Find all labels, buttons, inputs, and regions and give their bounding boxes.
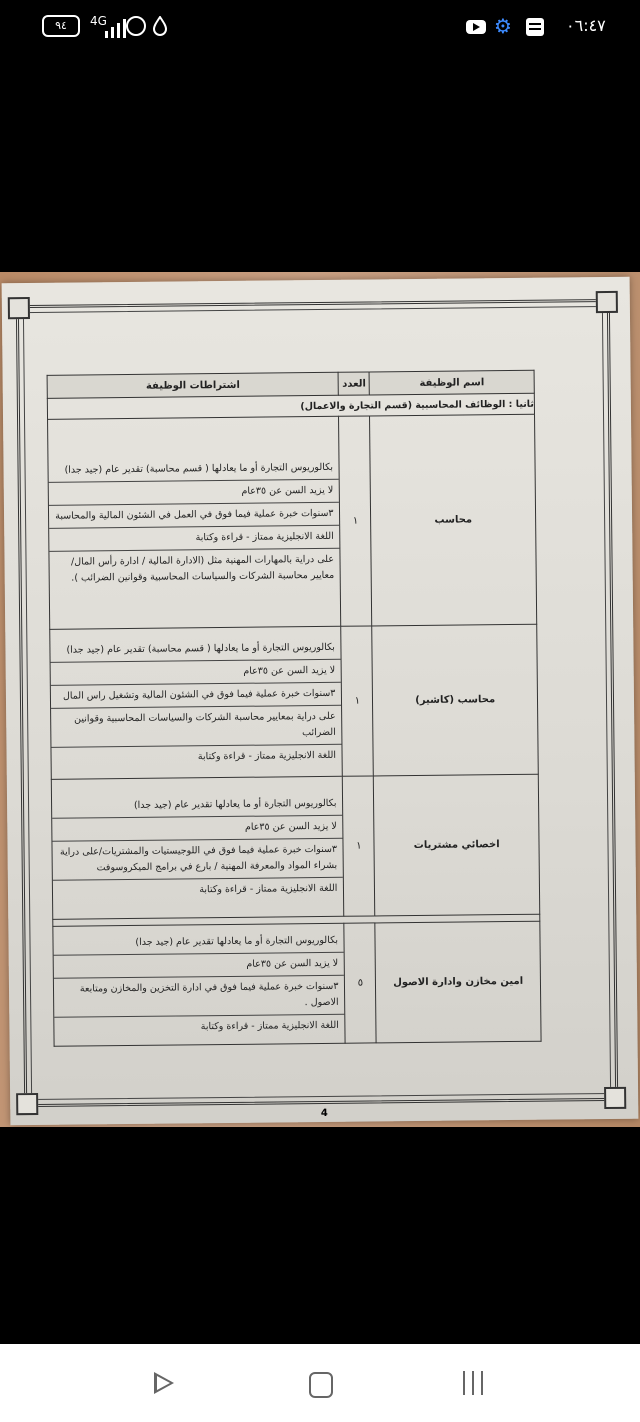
requirements-cell: [50, 626, 343, 779]
battery-level: ٩٤: [55, 19, 67, 32]
requirement-item: بكالوريوس التجارة أو ما يعادلها تقدير عام (جيد جدا): [53, 930, 344, 956]
table-row: [50, 624, 539, 779]
navigation-bar: [0, 1344, 640, 1422]
job-requirements-table: [47, 370, 542, 1047]
table-row: [51, 774, 539, 919]
settings-icon: ⚙: [494, 14, 512, 38]
document-page: [2, 277, 639, 1126]
document-photo: [0, 272, 640, 1127]
header-requirements: اشتراطات الوظيفة: [47, 372, 339, 398]
alarm-icon: [126, 16, 146, 36]
requirement-item: ٣سنوات خبرة عملية فيما فوق في اللوجيستيات والمشتريات/على دراية بشراء المواد والمعرفة المهنية / بارع في برامج الميكروسوفت: [52, 839, 343, 881]
requirements-cell: [48, 416, 342, 629]
requirement-item: بكالوريوس التجارة أو ما يعادلها ( قسم محاسبة) تقدير عام (جيد جدا): [50, 636, 341, 662]
signal-icon: [104, 18, 126, 38]
job-name: محاسب: [370, 414, 537, 626]
requirement-item: اللغة الانجليزية ممتاز - قراءة وكتابة: [197, 749, 337, 762]
requirement-item: على دراية بالمهارات المهنية مثل (الادارة المالية / ادارة رأس المال/ معايير محاسبة الشركات والسياسات المحاسبية وقوانين الضرائب ).: [70, 553, 335, 584]
drop-icon: [152, 16, 168, 36]
recent-apps-icon[interactable]: [463, 1371, 483, 1395]
home-icon[interactable]: [309, 1372, 333, 1398]
job-count: ١: [341, 626, 373, 776]
youtube-icon: [466, 20, 486, 34]
requirement-item: اللغة الانجليزية ممتاز - قراءة وكتابة: [49, 525, 340, 551]
job-name: محاسب (كاشير): [372, 624, 538, 776]
battery-icon: [42, 15, 80, 37]
status-bar: [0, 0, 640, 56]
job-count: ١: [339, 416, 372, 626]
requirements-document: [47, 370, 542, 1047]
requirement-item: على دراية بمعايير محاسبة الشركات والسياسات المحاسبية وقوانين الضرائب: [51, 705, 342, 747]
table-row: [48, 414, 537, 629]
requirement-item: ٣سنوات خبرة عملية فيما فوق في ادارة التخزين والمخازن ومتابعة الاصول .: [54, 976, 345, 1018]
requirement-item: اللغة الانجليزية ممتاز - قراءة وكتابة: [199, 882, 338, 896]
message-icon: [526, 18, 544, 36]
job-count: ٥: [344, 923, 376, 1043]
page-number: 4: [320, 1107, 328, 1120]
requirement-item: اللغة الانجليزية ممتاز - قراءة وكتابة: [200, 1019, 339, 1033]
requirements-cell: [53, 923, 346, 1046]
header-job-name: اسم الوظيفة: [369, 370, 534, 395]
requirement-item: بكالوريوس التجارة أو ما يعادلها تقدير عام (جيد جدا): [52, 793, 343, 819]
job-name: امين مخازن وادارة الاصول: [375, 921, 541, 1043]
requirements-cell: [51, 776, 344, 919]
header-count: العدد: [339, 372, 370, 395]
requirement-item: لا يزيد السن عن ٣٥عام: [49, 479, 340, 505]
clock: ٠٦:٤٧: [566, 16, 606, 35]
table-row: [53, 921, 541, 1046]
requirement-item: لا يزيد السن عن ٣٥عام: [52, 816, 343, 842]
border-corner: [8, 297, 30, 319]
requirement-item: ٣سنوات خبرة عملية فيما فوق في الشئون المالية وتشغيل راس المال: [51, 682, 342, 708]
section-title: ثانيا : الوظائف المحاسبية (قسم التجارة والاعمال): [47, 393, 534, 419]
requirement-item: لا يزيد السن عن ٣٥عام: [51, 659, 342, 685]
job-name: اخصائي مشتريات: [374, 774, 540, 916]
requirement-item: بكالوريوس التجارة أو ما يعادلها ( قسم محاسبة) تقدير عام (جيد جدا): [48, 456, 339, 482]
job-count: ١: [343, 776, 375, 916]
border-corner: [596, 291, 618, 313]
network-type: 4G: [90, 14, 107, 28]
requirement-item: لا يزيد السن عن ٣٥عام: [54, 953, 345, 979]
back-icon[interactable]: [154, 1372, 174, 1394]
requirement-item: ٣سنوات خبرة عملية فيما فوق في العمل في الشئون المالية والمحاسبة: [49, 502, 340, 528]
